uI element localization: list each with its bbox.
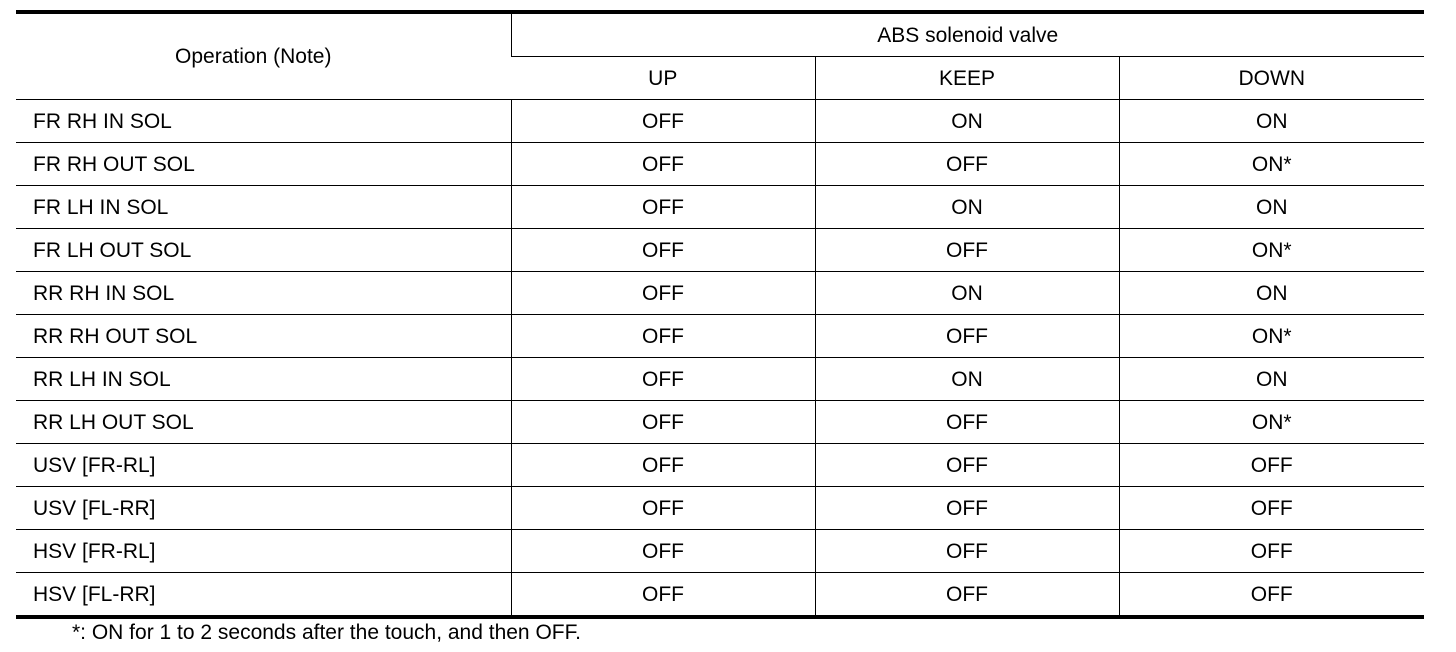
value-cell-down: ON [1119, 100, 1424, 143]
value-cell-down: OFF [1119, 444, 1424, 487]
abs-solenoid-valve-table [16, 10, 1424, 619]
value-cell-down: OFF [1119, 487, 1424, 530]
operation-cell: FR LH OUT SOL [16, 229, 511, 272]
value-cell-up: OFF [511, 100, 815, 143]
value-cell-up: OFF [511, 487, 815, 530]
operation-cell: FR LH IN SOL [16, 186, 511, 229]
table-row [16, 358, 1424, 401]
operation-cell: FR RH IN SOL [16, 100, 511, 143]
table-row [16, 272, 1424, 315]
table-row [16, 186, 1424, 229]
value-cell-up: OFF [511, 315, 815, 358]
operation-cell: RR RH IN SOL [16, 272, 511, 315]
footnote: *: ON for 1 to 2 seconds after the touch, and then OFF. [72, 621, 581, 644]
value-cell-keep: OFF [815, 401, 1119, 444]
value-cell-keep: OFF [815, 315, 1119, 358]
value-cell-keep: OFF [815, 487, 1119, 530]
operation-cell: HSV [FL-RR] [16, 573, 511, 618]
column-header-keep: KEEP [815, 57, 1119, 100]
column-header-up: UP [511, 57, 815, 100]
table-row [16, 401, 1424, 444]
value-cell-down: ON [1119, 186, 1424, 229]
value-cell-keep: OFF [815, 229, 1119, 272]
value-cell-down: ON [1119, 358, 1424, 401]
value-cell-down: ON [1119, 272, 1424, 315]
operation-cell: USV [FL-RR] [16, 487, 511, 530]
operation-column-header: Operation (Note) [16, 12, 511, 100]
value-cell-down: ON* [1119, 315, 1424, 358]
table-body [16, 100, 1424, 618]
value-cell-up: OFF [511, 229, 815, 272]
value-cell-up: OFF [511, 444, 815, 487]
operation-cell: RR LH OUT SOL [16, 401, 511, 444]
operation-cell: RR RH OUT SOL [16, 315, 511, 358]
value-cell-keep: OFF [815, 530, 1119, 573]
value-cell-down: OFF [1119, 530, 1424, 573]
operation-cell: RR LH IN SOL [16, 358, 511, 401]
value-cell-down: ON* [1119, 401, 1424, 444]
value-cell-up: OFF [511, 358, 815, 401]
table-row [16, 487, 1424, 530]
operation-cell: USV [FR-RL] [16, 444, 511, 487]
value-cell-up: OFF [511, 530, 815, 573]
value-cell-keep: ON [815, 358, 1119, 401]
abs-solenoid-table-container [16, 10, 1424, 619]
value-cell-keep: ON [815, 100, 1119, 143]
value-cell-up: OFF [511, 186, 815, 229]
value-cell-down: ON* [1119, 229, 1424, 272]
operation-cell: HSV [FR-RL] [16, 530, 511, 573]
value-cell-up: OFF [511, 573, 815, 618]
table-row [16, 444, 1424, 487]
column-header-down: DOWN [1119, 57, 1424, 100]
value-cell-up: OFF [511, 401, 815, 444]
value-cell-keep: ON [815, 186, 1119, 229]
value-cell-down: ON* [1119, 143, 1424, 186]
value-cell-keep: OFF [815, 143, 1119, 186]
value-cell-keep: OFF [815, 573, 1119, 618]
header-row-top [16, 12, 1424, 57]
table-row [16, 573, 1424, 618]
table-row [16, 229, 1424, 272]
value-cell-up: OFF [511, 143, 815, 186]
table-row [16, 100, 1424, 143]
value-cell-keep: ON [815, 272, 1119, 315]
abs-solenoid-valve-group-header: ABS solenoid valve [511, 12, 1424, 57]
table-row [16, 530, 1424, 573]
value-cell-keep: OFF [815, 444, 1119, 487]
operation-cell: FR RH OUT SOL [16, 143, 511, 186]
value-cell-down: OFF [1119, 573, 1424, 618]
value-cell-up: OFF [511, 272, 815, 315]
table-row [16, 143, 1424, 186]
table-row [16, 315, 1424, 358]
table-header [16, 12, 1424, 100]
